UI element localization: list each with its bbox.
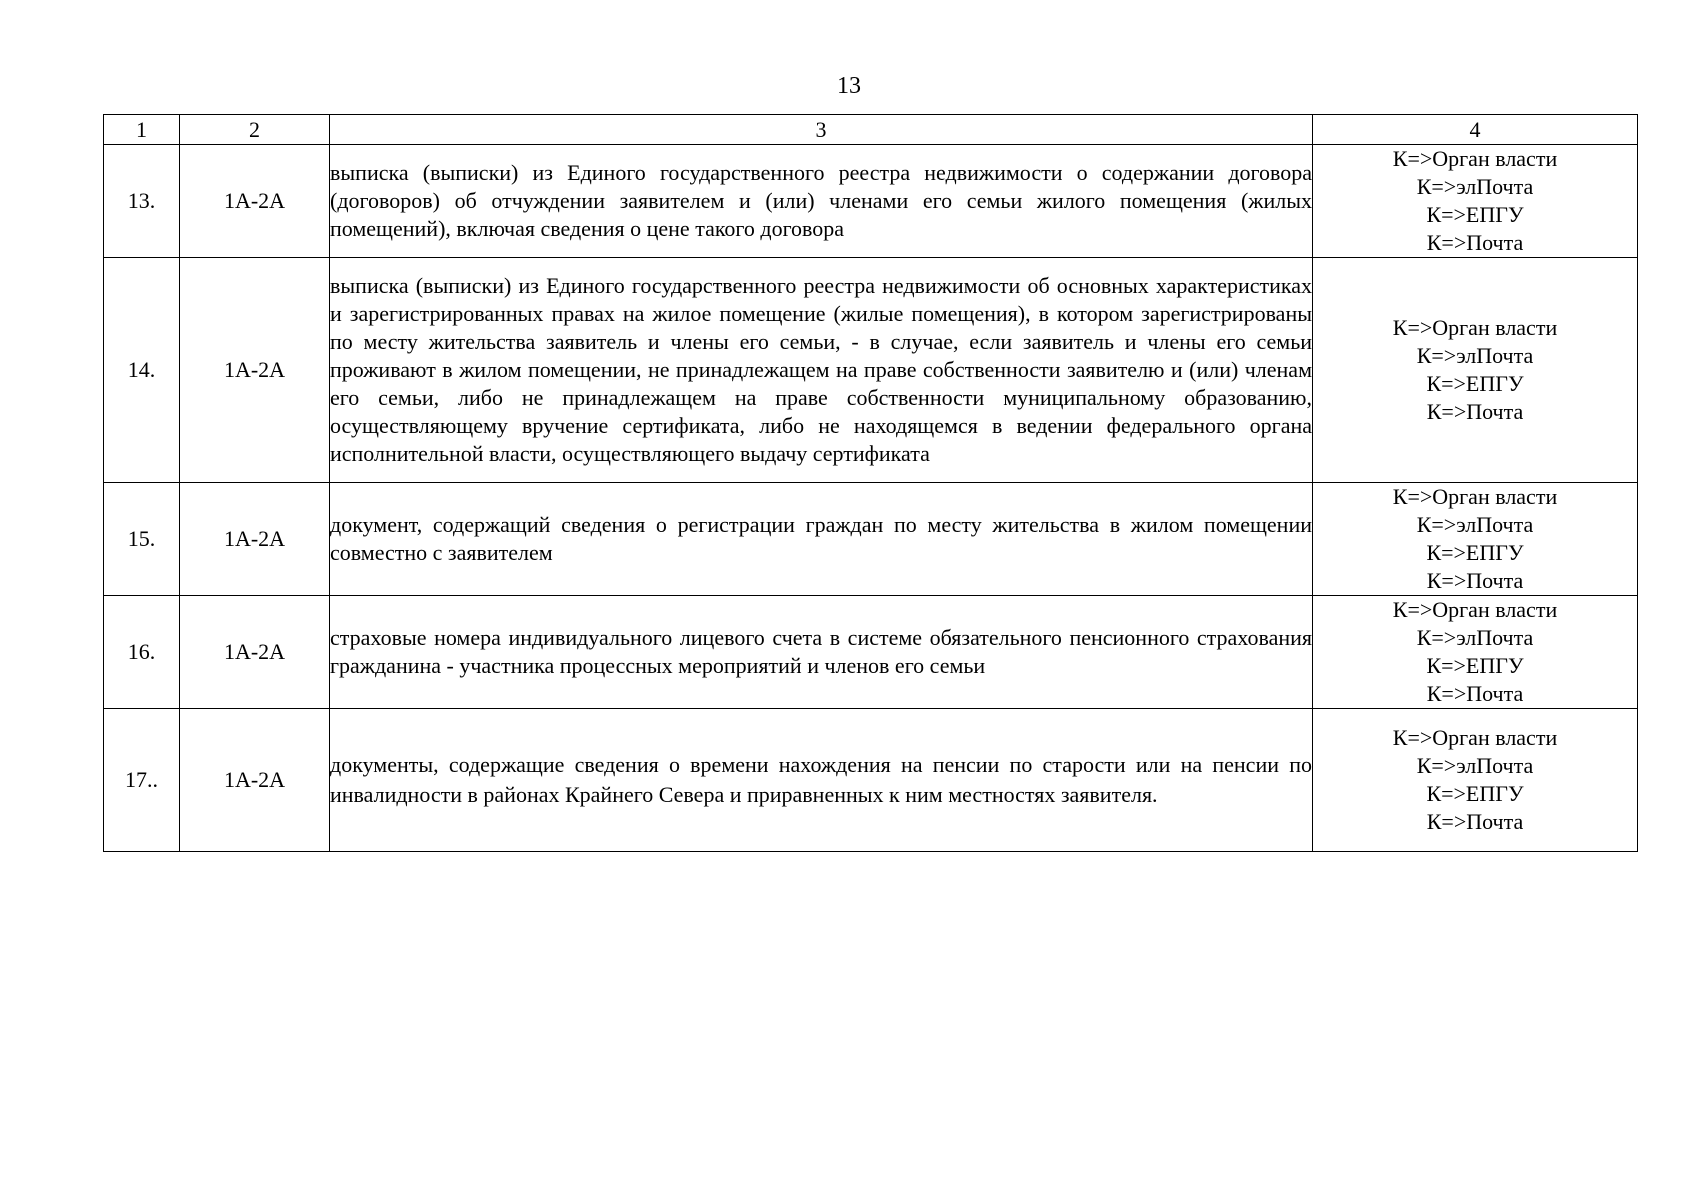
channel-item: К=>ЕПГУ <box>1426 781 1524 806</box>
row-description: документы, содержащие сведения о времени нахождения на пенсии по старости или на пенсии по инвалидности в районах Крайнего Севера и приравненных к ним местностях заявителя. <box>330 709 1313 852</box>
documents-table <box>103 114 1638 852</box>
row-channels <box>1313 709 1638 852</box>
table-row <box>104 145 1638 258</box>
channel-item: К=>Почта <box>1426 568 1524 593</box>
row-description: страховые номера индивидуального лицевого счета в системе обязательного пенсионного страхования гражданина - участника процессных мероприятий и членов его семьи <box>330 596 1313 709</box>
column-header-4: 4 <box>1313 115 1638 145</box>
channel-item: К=>элПочта <box>1416 343 1534 368</box>
channel-item: К=>Почта <box>1426 230 1524 255</box>
row-description: документ, содержащий сведения о регистрации граждан по месту жительства в жилом помещении совместно с заявителем <box>330 483 1313 596</box>
channel-item: К=>Орган власти <box>1392 597 1558 622</box>
channel-item: К=>Орган власти <box>1392 484 1558 509</box>
row-number: 17.. <box>104 709 180 852</box>
row-description: выписка (выписки) из Единого государственного реестра недвижимости о содержании договора (договоров) об отчуждении заявителем и (или) членами его семьи жилого помещения (жилых помещений), включая сведения о цене такого договора <box>330 145 1313 258</box>
channel-item: К=>Почта <box>1426 399 1524 424</box>
channel-item: К=>ЕПГУ <box>1426 202 1524 227</box>
channel-item: К=>Почта <box>1426 681 1524 706</box>
row-code: 1А-2А <box>180 145 330 258</box>
channel-item: К=>элПочта <box>1416 512 1534 537</box>
table-row <box>104 596 1638 709</box>
channel-item: К=>Почта <box>1426 809 1524 834</box>
table-row <box>104 483 1638 596</box>
row-code: 1А-2А <box>180 596 330 709</box>
column-header-3: 3 <box>330 115 1313 145</box>
row-channels <box>1313 483 1638 596</box>
channel-item: К=>Орган власти <box>1392 315 1558 340</box>
channel-item: К=>Орган власти <box>1392 725 1558 750</box>
table-header-row <box>104 115 1638 145</box>
row-description: выписка (выписки) из Единого государственного реестра недвижимости об основных характеристиках и зарегистрированных правах на жилое помещение (жилые помещения), в котором зарегистрированы по месту жительства заявитель и члены его семьи, - в случае, если заявитель и члены его семьи проживают в жилом помещении, не принадлежащем на праве собственности заявителю и (или) членам его семьи, либо не принадлежащем на праве собственности муниципальному образованию, осуществляющему вручение сертификата, либо не находящемся в ведении федерального органа исполнительной власти, осуществляющего выдачу сертификата <box>330 258 1313 483</box>
row-number: 14. <box>104 258 180 483</box>
channel-item: К=>ЕПГУ <box>1426 653 1524 678</box>
row-code: 1А-2А <box>180 709 330 852</box>
row-number: 13. <box>104 145 180 258</box>
row-channels <box>1313 596 1638 709</box>
column-header-1: 1 <box>104 115 180 145</box>
row-channels <box>1313 145 1638 258</box>
row-number: 16. <box>104 596 180 709</box>
row-channels <box>1313 258 1638 483</box>
channel-item: К=>ЕПГУ <box>1426 371 1524 396</box>
channel-item: К=>элПочта <box>1416 753 1534 778</box>
table-row <box>104 258 1638 483</box>
channel-item: К=>элПочта <box>1416 174 1534 199</box>
channel-item: К=>Орган власти <box>1392 146 1558 171</box>
page-number: 13 <box>837 73 861 99</box>
channel-item: К=>ЕПГУ <box>1426 540 1524 565</box>
row-code: 1А-2А <box>180 258 330 483</box>
row-number: 15. <box>104 483 180 596</box>
channel-item: К=>элПочта <box>1416 625 1534 650</box>
column-header-2: 2 <box>180 115 330 145</box>
table-row <box>104 709 1638 852</box>
row-code: 1А-2А <box>180 483 330 596</box>
